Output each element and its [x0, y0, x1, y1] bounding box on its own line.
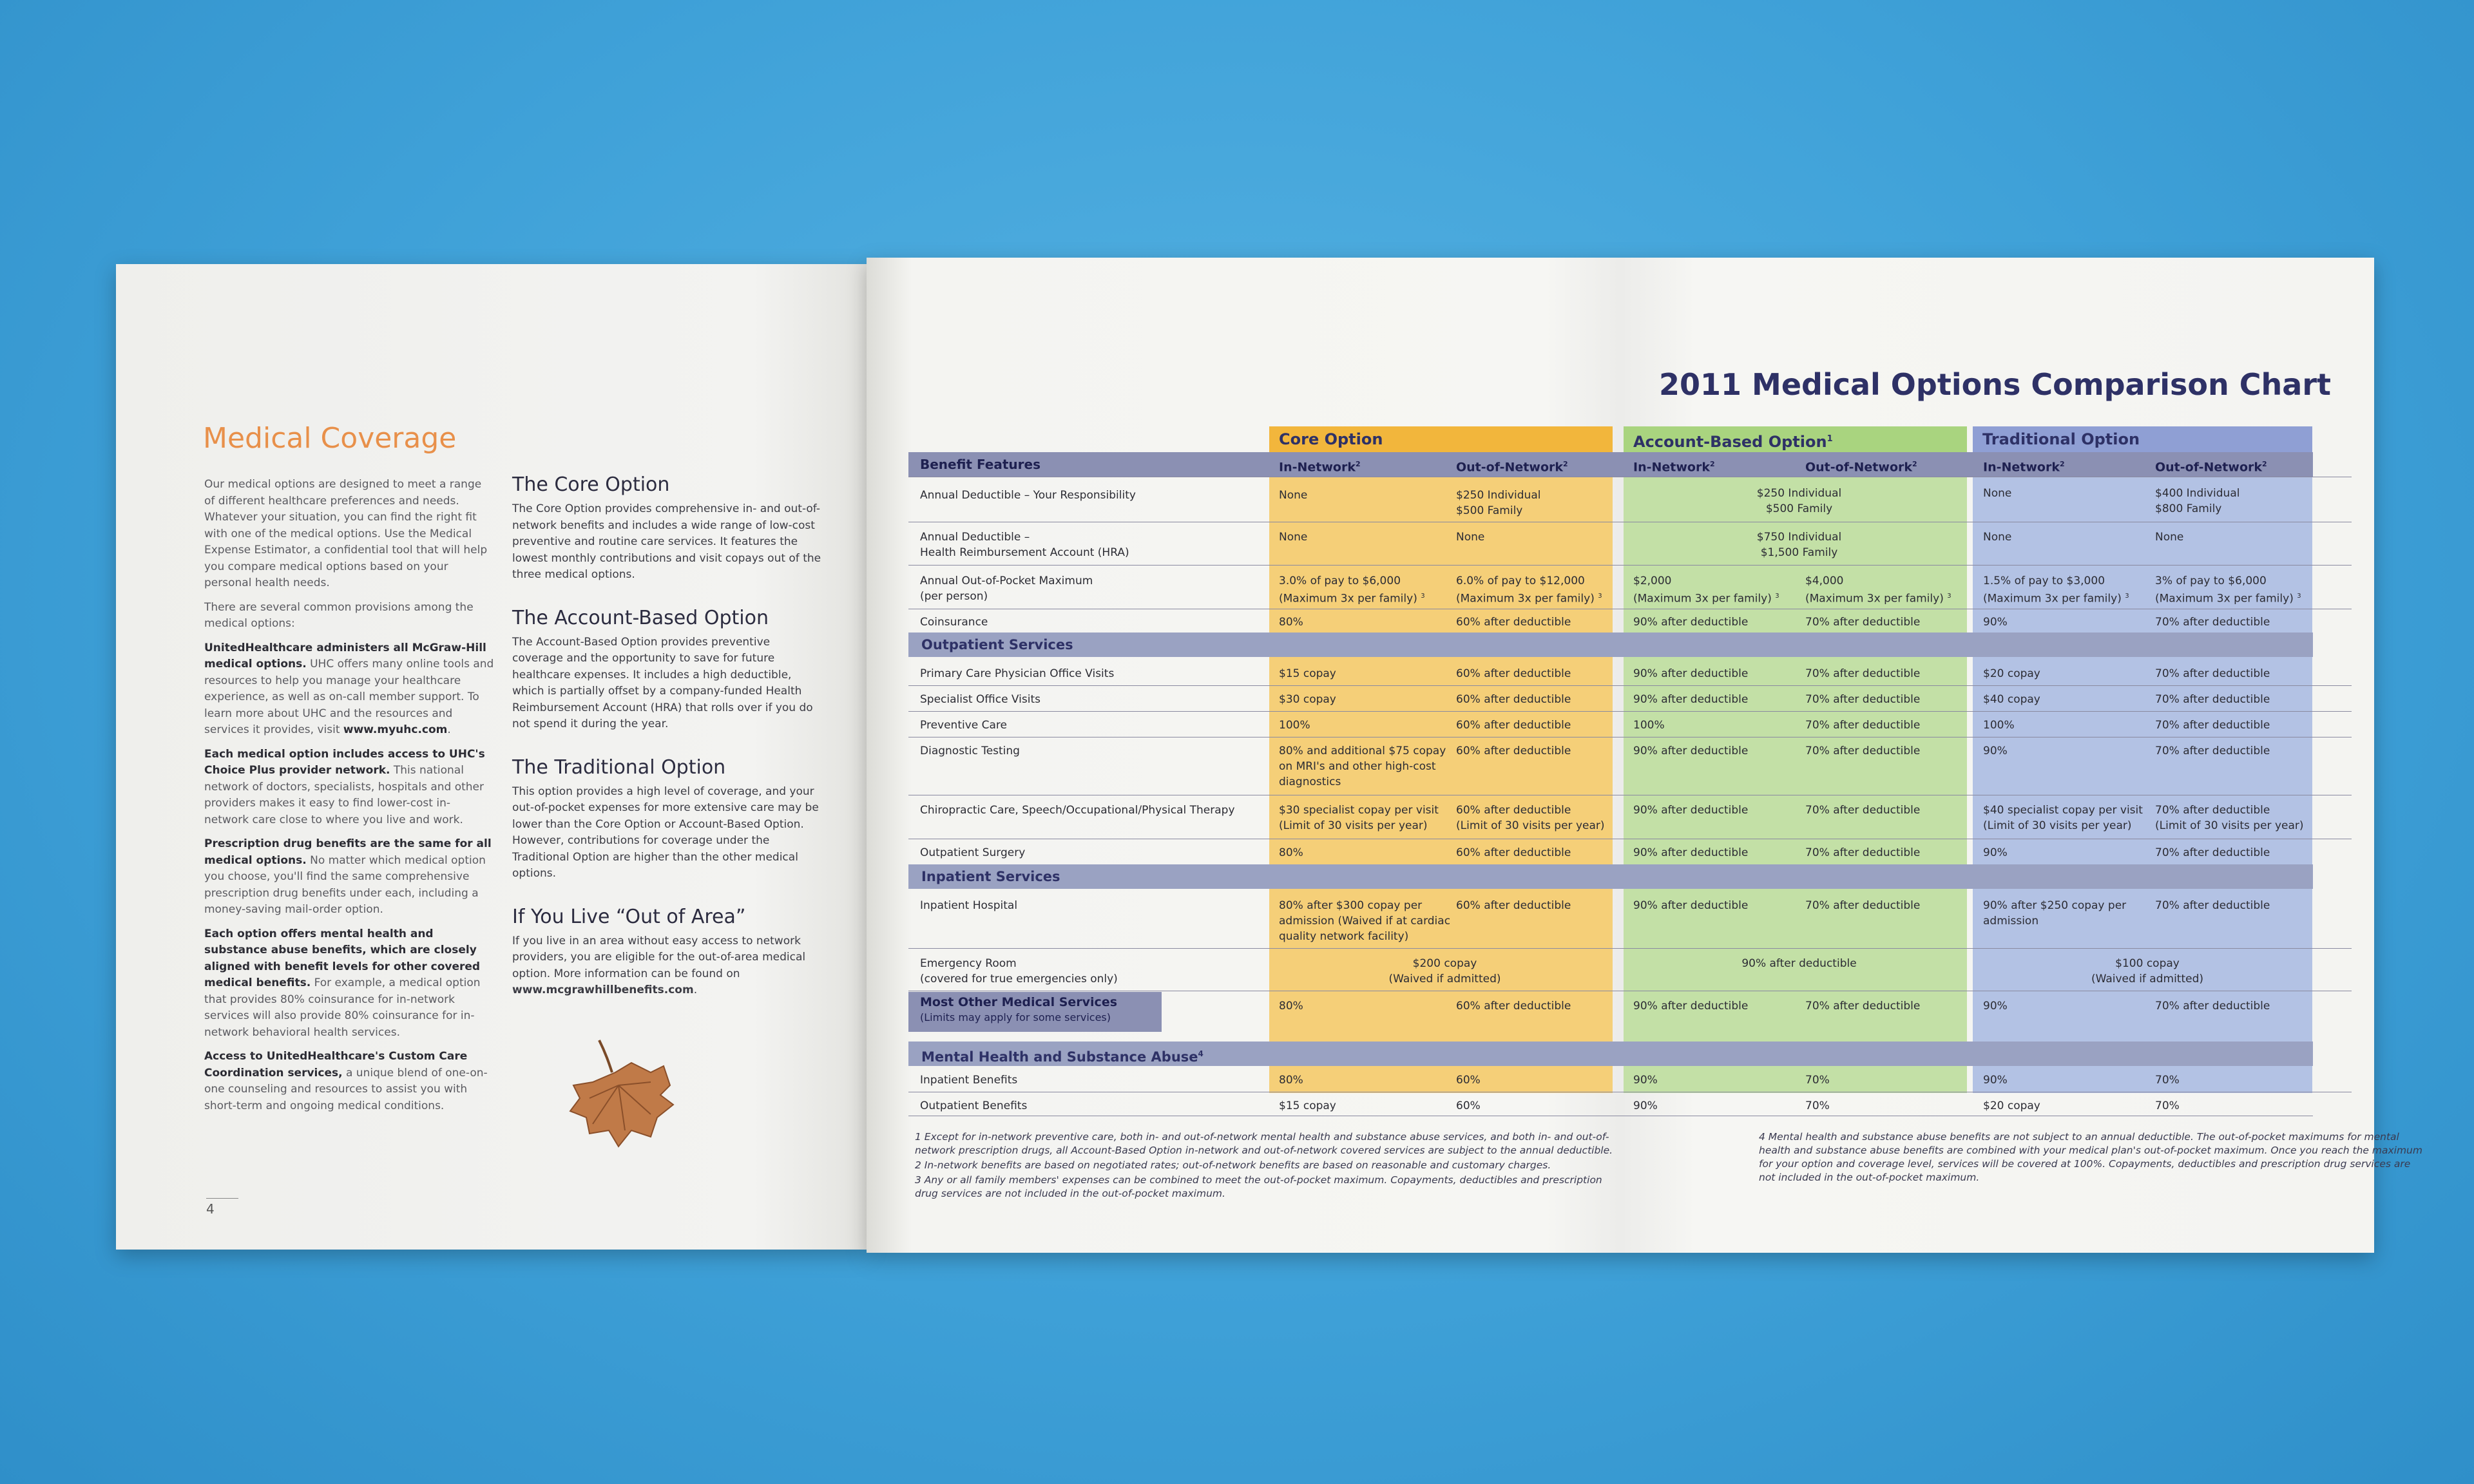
- core-out-network-header: Out-of-Network$^2$: [1456, 460, 1568, 475]
- cell: 90% after deductible: [1633, 804, 1749, 817]
- option-descriptions: [512, 473, 821, 1022]
- cell: 90% after deductible: [1633, 846, 1749, 859]
- cell: 1.5% of pay to $3,000 (Maximum 3x per family) $^3$: [1983, 575, 2129, 605]
- cell: 70%: [1805, 1074, 1830, 1087]
- cell: 70% after deductible: [1805, 846, 1921, 859]
- provision-uhc: UnitedHealthcare administers all McGraw-Hill medical options. UHC offers many online tools and resources to help you manage your healthcare experience, as well as on-call member support. To learn more about UHC and the resources and services it provides, visit www.myuhc.com.: [204, 641, 494, 736]
- cell: 3.0% of pay to $6,000 (Maximum 3x per family) $^3$: [1279, 575, 1425, 605]
- intro-paragraph: Our medical options are designed to meet a range of different healthcare preferences and needs. Whatever your situation, you can find the right fit with one of the medical options. Use the Medical Expense Estimator, a confidential tool that will help you compare medical options based on your personal health needs.: [204, 478, 488, 589]
- table-row: [908, 948, 2352, 949]
- page-title: Medical Coverage: [203, 422, 457, 455]
- cell: 70% after deductible (Limit of 30 visits per year): [2155, 804, 2304, 832]
- cell: 80% after $300 copay per admission (Waived if at cardiac quality network facility): [1279, 899, 1451, 943]
- cell: 70% after deductible: [1805, 667, 1921, 680]
- cell: 70%: [1805, 1099, 1830, 1112]
- core-option-text: The Core Option provides comprehensive in- and out-of-network benefits and includes a wide range of low-cost preventive and routine care services. It features the lowest monthly contributions and visit copays out of the three medical options.: [512, 502, 821, 581]
- cell: 70% after deductible: [1805, 1000, 1921, 1013]
- cell: 70% after deductible: [2155, 846, 2270, 859]
- cell: $400 Individual $800 Family: [2155, 487, 2240, 515]
- cell: $40 specialist copay per visit (Limit of 30 visits per year): [1983, 804, 2143, 832]
- section-outpatient-services: Outpatient Services: [908, 633, 2313, 657]
- intro-paragraph-2: There are several common provisions among the medical options:: [204, 600, 474, 630]
- cell: $250 Individual $500 Family: [1756, 487, 1842, 515]
- section-inpatient-services: Inpatient Services: [908, 864, 2313, 889]
- cell: 90% after deductible: [1633, 745, 1749, 757]
- cell: 90% after deductible: [1633, 616, 1749, 629]
- provision-mental-health: Each option offers mental health and substance abuse benefits, which are closely aligned with benefit levels for other covered medical benefits. For example, a medical option that provides 80% coinsurance for in-network services will also provide 80% coinsurance for in-network behavioral health services.: [204, 927, 481, 1039]
- cell: 80%: [1279, 1000, 1303, 1013]
- cell: 90%: [1983, 1074, 2008, 1087]
- cell: 70% after deductible: [2155, 1000, 2270, 1013]
- cell: 80%: [1279, 846, 1303, 859]
- cell: 90% after deductible: [1633, 1000, 1749, 1013]
- trad-in-network-header: In-Network$^2$: [1983, 460, 2065, 475]
- row-label: Inpatient Hospital: [920, 899, 1018, 912]
- cell: 70% after deductible: [2155, 667, 2270, 680]
- chart-title: 2011 Medical Options Comparison Chart: [1659, 367, 2332, 402]
- cell: None: [1279, 489, 1308, 502]
- table-row: [908, 565, 2352, 566]
- cell: 90%: [1983, 846, 2008, 859]
- cell: 6.0% of pay to $12,000 (Maximum 3x per family) $^3$: [1456, 575, 1602, 605]
- cell: 3% of pay to $6,000 (Maximum 3x per family) $^3$: [2155, 575, 2301, 605]
- brochure: [116, 258, 2422, 1253]
- row-label: Annual Out-of-Pocket Maximum (per person): [920, 575, 1093, 603]
- cell: 70% after deductible: [1805, 804, 1921, 817]
- row-label: Specialist Office Visits: [920, 693, 1041, 706]
- row-label: Annual Deductible – Health Reimbursement Account (HRA): [920, 531, 1129, 559]
- cell: 70% after deductible: [2155, 745, 2270, 757]
- cell: 60% after deductible: [1456, 719, 1571, 732]
- out-of-area-heading: If You Live “Out of Area”: [512, 905, 746, 928]
- cell: 70% after deductible: [2155, 899, 2270, 912]
- cell: 70% after deductible: [1805, 719, 1921, 732]
- row-label: Outpatient Benefits: [920, 1099, 1028, 1112]
- cell: $750 Individual $1,500 Family: [1756, 531, 1842, 559]
- cell: $30 copay: [1279, 693, 1336, 706]
- table-row: [908, 685, 2352, 686]
- traditional-option-heading: The Traditional Option: [512, 756, 726, 779]
- cell: 90%: [1633, 1074, 1658, 1087]
- cell: 80% and additional $75 copay on MRI's and other high-cost diagnostics: [1279, 745, 1446, 788]
- cell: 90%: [1983, 745, 2008, 757]
- cell: 60%: [1456, 1074, 1481, 1087]
- cell: 90% after $250 copay per admission: [1983, 899, 2127, 928]
- account-option-text: The Account-Based Option provides preventive coverage and the opportunity to save for future healthcare expenses. It includes a high deductible, which is partially offset by a company-funded Health Reimbursement Account (HRA) that rolls over if you do not spend it during the year.: [512, 635, 813, 730]
- acct-in-network-header: In-Network$^2$: [1633, 460, 1715, 475]
- cell: None: [1279, 531, 1308, 544]
- row-label: Outpatient Surgery: [920, 846, 1026, 859]
- cell: 60% after deductible: [1456, 693, 1571, 706]
- cell: 90% after deductible: [1741, 957, 1857, 970]
- cell: $30 specialist copay per visit (Limit of 30 visits per year): [1279, 804, 1439, 832]
- footnote-1: 1 Except for in-network preventive care, both in- and out-of-network mental health and substance abuse services, and both in- and out-of-network prescription drugs, all Account-Based Option in-network and out-of-network covered services are subject to the annual deductible.: [915, 1131, 1613, 1156]
- cell: 90%: [1983, 616, 2008, 629]
- cell: $20 copay: [1983, 667, 2040, 680]
- cell: 100%: [1983, 719, 2015, 732]
- row-label: Emergency Room (covered for true emergencies only): [920, 957, 1118, 985]
- provision-drug: Prescription drug benefits are the same for all medical options. No matter which medical option you choose, you'll find the same comprehensive prescription drug benefits under each, including a money-saving mail-order option.: [204, 837, 492, 916]
- cell: 100%: [1279, 719, 1310, 732]
- core-option-header: Core Option: [1269, 426, 1613, 452]
- table-row: [908, 711, 2352, 712]
- cell: 60% after deductible: [1456, 745, 1571, 757]
- traditional-option-text: This option provides a high level of coverage, and your out-of-pocket expenses for more extensive care may be lower than the Core Option or Account-Based Option. However, contributions for coverage under the Traditional Option are higher than the other medical options.: [512, 785, 819, 880]
- cell: 60% after deductible: [1456, 846, 1571, 859]
- trad-out-network-header: Out-of-Network$^2$: [2155, 460, 2267, 475]
- cell: 70%: [2155, 1074, 2180, 1087]
- cell: 60% after deductible: [1456, 616, 1571, 629]
- traditional-option-header: Traditional Option: [1973, 426, 2312, 452]
- cell: 70% after deductible: [2155, 616, 2270, 629]
- cell: 70% after deductible: [1805, 616, 1921, 629]
- provision-network: Each medical option includes access to UHC's Choice Plus provider network. This national network of doctors, specialists, hospitals and other providers makes it easy to find lower-cost in-network care close to where you live and work.: [204, 747, 485, 826]
- account-option-column-band: [1624, 426, 1967, 1093]
- cell: None: [1456, 531, 1485, 544]
- comparison-table: [908, 426, 2352, 1122]
- footnote-4: 4 Mental health and substance abuse benefits are not subject to an annual deductible. The out-of-pocket maximums for mental health and substance abuse benefits are combined with your medical plan's out-of-pocket maximum. Once you reach the maximum for your option and coverage level, services will be covered at 100%. Copayments, deductibles and prescription drug services are not included in the out-of-pocket maximum.: [1759, 1131, 2422, 1183]
- cell: None: [1983, 531, 2012, 544]
- cell: $15 copay: [1279, 1099, 1336, 1112]
- row-label: Most Other Medical Services (Limits may apply for some services): [920, 995, 1118, 1023]
- provision-care-coordination: Access to UnitedHealthcare's Custom Care Coordination services, a unique blend of one-on-one counseling and resources to assist you with short-term and ongoing medical conditions.: [204, 1050, 488, 1112]
- cell: $200 copay (Waived if admitted): [1388, 957, 1501, 985]
- acct-out-network-header: Out-of-Network$^2$: [1805, 460, 1917, 475]
- cell: 90% after deductible: [1633, 667, 1749, 680]
- cell: 60% after deductible: [1456, 667, 1571, 680]
- cell: $15 copay: [1279, 667, 1336, 680]
- cell: 80%: [1279, 616, 1303, 629]
- account-option-header: Account-Based Option$^1$: [1624, 426, 1967, 452]
- row-label: Annual Deductible – Your Responsibility: [920, 489, 1136, 502]
- out-of-area-text: If you live in an area without easy access to network providers, you are eligible for the out-of-area medical option. More information can be found on www.mcgrawhillbenefits.com.: [512, 934, 806, 996]
- cell: 70% after deductible: [2155, 693, 2270, 706]
- cell: 90%: [1633, 1099, 1658, 1112]
- cell: 70% after deductible: [1805, 693, 1921, 706]
- core-in-network-header: In-Network$^2$: [1279, 460, 1361, 475]
- cell: $250 Individual $500 Family: [1456, 489, 1541, 517]
- traditional-option-column-band: [1973, 426, 2312, 1093]
- cell: None: [2155, 531, 2184, 544]
- cell: 90%: [1983, 1000, 2008, 1013]
- row-label: Preventive Care: [920, 719, 1007, 732]
- footnote-2: 2 In-network benefits are based on negotiated rates; out-of-network benefits are based on reasonable and customary charges.: [915, 1159, 1551, 1171]
- benefit-features-label: Benefit Features: [920, 457, 1041, 472]
- page-number-rule: [206, 1198, 238, 1199]
- section-mental-health: Mental Health and Substance Abuse$^4$: [908, 1042, 2313, 1066]
- cell: 100%: [1633, 719, 1665, 732]
- intro-column: [204, 477, 494, 1122]
- cell: 60% after deductible (Limit of 30 visits per year): [1456, 804, 1605, 832]
- core-option-heading: The Core Option: [512, 473, 670, 496]
- row-label: Diagnostic Testing: [920, 745, 1020, 757]
- cell: $40 copay: [1983, 693, 2040, 706]
- cell: 70%: [2155, 1099, 2180, 1112]
- footnotes-left: [915, 1130, 1617, 1202]
- ivy-leaf-illustration: [554, 1034, 683, 1175]
- cell: None: [1983, 487, 2012, 500]
- row-label: Chiropractic Care, Speech/Occupational/Physical Therapy: [920, 804, 1235, 817]
- cell: 90% after deductible: [1633, 693, 1749, 706]
- cell: 60% after deductible: [1456, 1000, 1571, 1013]
- cell: 70% after deductible: [2155, 719, 2270, 732]
- row-label: Coinsurance: [920, 616, 988, 629]
- page-number: 4: [206, 1201, 215, 1217]
- cell: $4,000 (Maximum 3x per family) $^3$: [1805, 575, 1951, 605]
- right-page: [867, 258, 2422, 1253]
- cell: 80%: [1279, 1074, 1303, 1087]
- cell: $20 copay: [1983, 1099, 2040, 1112]
- cell: 60%: [1456, 1099, 1481, 1112]
- cell: 90% after deductible: [1633, 899, 1749, 912]
- cell: $100 copay (Waived if admitted): [2091, 957, 2204, 985]
- row-label: Primary Care Physician Office Visits: [920, 667, 1115, 680]
- cell: 70% after deductible: [1805, 899, 1921, 912]
- footnotes-right: [1759, 1130, 2422, 1186]
- left-page: [116, 264, 867, 1250]
- row-label: Inpatient Benefits: [920, 1074, 1018, 1087]
- account-option-heading: The Account-Based Option: [512, 606, 769, 629]
- cell: $2,000 (Maximum 3x per family) $^3$: [1633, 575, 1779, 605]
- cell: 70% after deductible: [1805, 745, 1921, 757]
- cell: 60% after deductible: [1456, 899, 1571, 912]
- footnote-3: 3 Any or all family members' expenses can be combined to meet the out-of-pocket maximum. Copayments, deductibles and prescription drug services are not included in the out-of-pocket maximum.: [915, 1174, 1602, 1199]
